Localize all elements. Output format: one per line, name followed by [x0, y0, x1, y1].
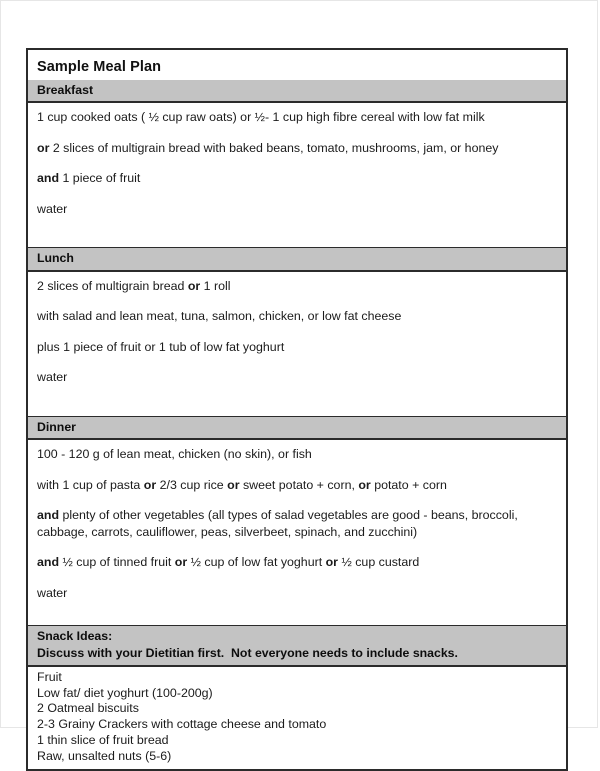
- lunch-line-1: [37, 278, 557, 295]
- snack-item: Fruit: [37, 669, 62, 684]
- section-header-lunch-label: Lunch: [37, 251, 74, 266]
- lunch-line-2: [37, 308, 557, 325]
- lunch-line-4: [37, 369, 557, 386]
- breakfast-line-3-lead: and: [37, 171, 60, 186]
- breakfast-line-3-text: 1 piece of fruit: [59, 171, 141, 186]
- section-header-dinner: [28, 416, 566, 441]
- dinner-line-4: [37, 554, 557, 571]
- breakfast-line-2: [37, 140, 557, 157]
- lunch-line-1-lead: or: [187, 278, 201, 293]
- dinner-line-3-lead: and: [37, 508, 60, 523]
- lunch-line-1-pre: 2 slices of multigrain bread: [37, 278, 188, 293]
- section-body-dinner: [28, 440, 566, 625]
- section-header-breakfast-label: Breakfast: [37, 82, 94, 97]
- lunch-line-2-text: with salad and lean meat, tuna, salmon, chicken, or low fat cheese: [37, 309, 402, 324]
- lunch-line-3: [37, 339, 557, 356]
- dinner-line-5: [37, 585, 557, 602]
- section-header-snacks-label: Snack Ideas:: [37, 629, 113, 644]
- dinner-line-2-d: potato + corn: [370, 477, 447, 492]
- snack-item: 2-3 Grainy Crackers with cottage cheese and tomato: [37, 717, 327, 732]
- dinner-line-4-a: ½ cup of tinned fruit: [59, 555, 175, 570]
- section-header-lunch: [28, 247, 566, 272]
- dinner-line-2-c: sweet potato + corn,: [239, 477, 359, 492]
- dinner-line-3-text: plenty of other vegetables (all types of salad vegetables are good - beans, broccoli, cabbage, carrots, cauliflower, peas, silverbeet, spinach, and zucchini): [37, 508, 518, 539]
- dinner-line-3: [37, 507, 557, 540]
- dinner-line-2-a: with 1 cup of pasta: [37, 477, 144, 492]
- breakfast-line-2-lead: or: [37, 140, 50, 155]
- lunch-line-1-text: 1 roll: [200, 278, 231, 293]
- section-body-breakfast: [28, 103, 566, 247]
- section-body-lunch: [28, 272, 566, 416]
- breakfast-line-4: [37, 201, 557, 218]
- section-header-snacks: [28, 625, 566, 666]
- dinner-line-2-or-3: or: [358, 477, 371, 492]
- lunch-line-4-text: water: [37, 370, 68, 385]
- dinner-line-2-or-2: or: [227, 477, 240, 492]
- section-header-snacks-subtitle: Discuss with your Dietitian first. Not everyone needs to include snacks.: [37, 646, 458, 661]
- dinner-line-2-or-1: or: [143, 477, 157, 492]
- section-body-snacks: [28, 667, 566, 769]
- dinner-line-4-lead: and: [37, 555, 60, 570]
- breakfast-line-1-text: 1 cup cooked oats ( ½ cup raw oats) or ½- 1 cup high fibre cereal with low fat milk: [37, 110, 485, 125]
- lunch-line-3-text: plus 1 piece of fruit or 1 tub of low fat yoghurt: [37, 339, 285, 354]
- dinner-line-4-c: ½ cup custard: [338, 555, 420, 570]
- dinner-line-1: [37, 446, 557, 463]
- page-title: Sample Meal Plan: [37, 59, 162, 75]
- breakfast-line-3: [37, 170, 557, 187]
- breakfast-line-2-text: 2 slices of multigrain bread with baked beans, tomato, mushrooms, jam, or honey: [49, 140, 499, 155]
- snack-item: Low fat/ diet yoghurt (100-200g): [37, 685, 213, 700]
- section-header-dinner-label: Dinner: [37, 419, 76, 434]
- snack-item: Raw, unsalted nuts (5-6): [37, 749, 172, 764]
- snack-item: 1 thin slice of fruit bread: [37, 733, 169, 748]
- breakfast-line-4-text: water: [37, 201, 68, 216]
- dinner-line-2-b: 2/3 cup rice: [156, 477, 228, 492]
- meal-plan-table: [26, 48, 568, 771]
- dinner-bottom-spacer: [37, 615, 557, 617]
- dinner-line-2: [37, 477, 557, 494]
- snack-item: 2 Oatmeal biscuits: [37, 701, 139, 716]
- section-header-breakfast: [28, 80, 566, 104]
- dinner-line-5-text: water: [37, 585, 68, 600]
- breakfast-bottom-spacer: [37, 231, 557, 239]
- dinner-line-4-or-1: or: [174, 555, 188, 570]
- document-title-row: [28, 50, 566, 80]
- breakfast-line-1: [37, 109, 557, 126]
- dinner-line-4-b: ½ cup of low fat yoghurt: [187, 555, 326, 570]
- lunch-bottom-spacer: [37, 400, 557, 408]
- dinner-line-1-text: 100 - 120 g of lean meat, chicken (no skin), or fish: [37, 447, 312, 462]
- dinner-line-4-or-2: or: [325, 555, 339, 570]
